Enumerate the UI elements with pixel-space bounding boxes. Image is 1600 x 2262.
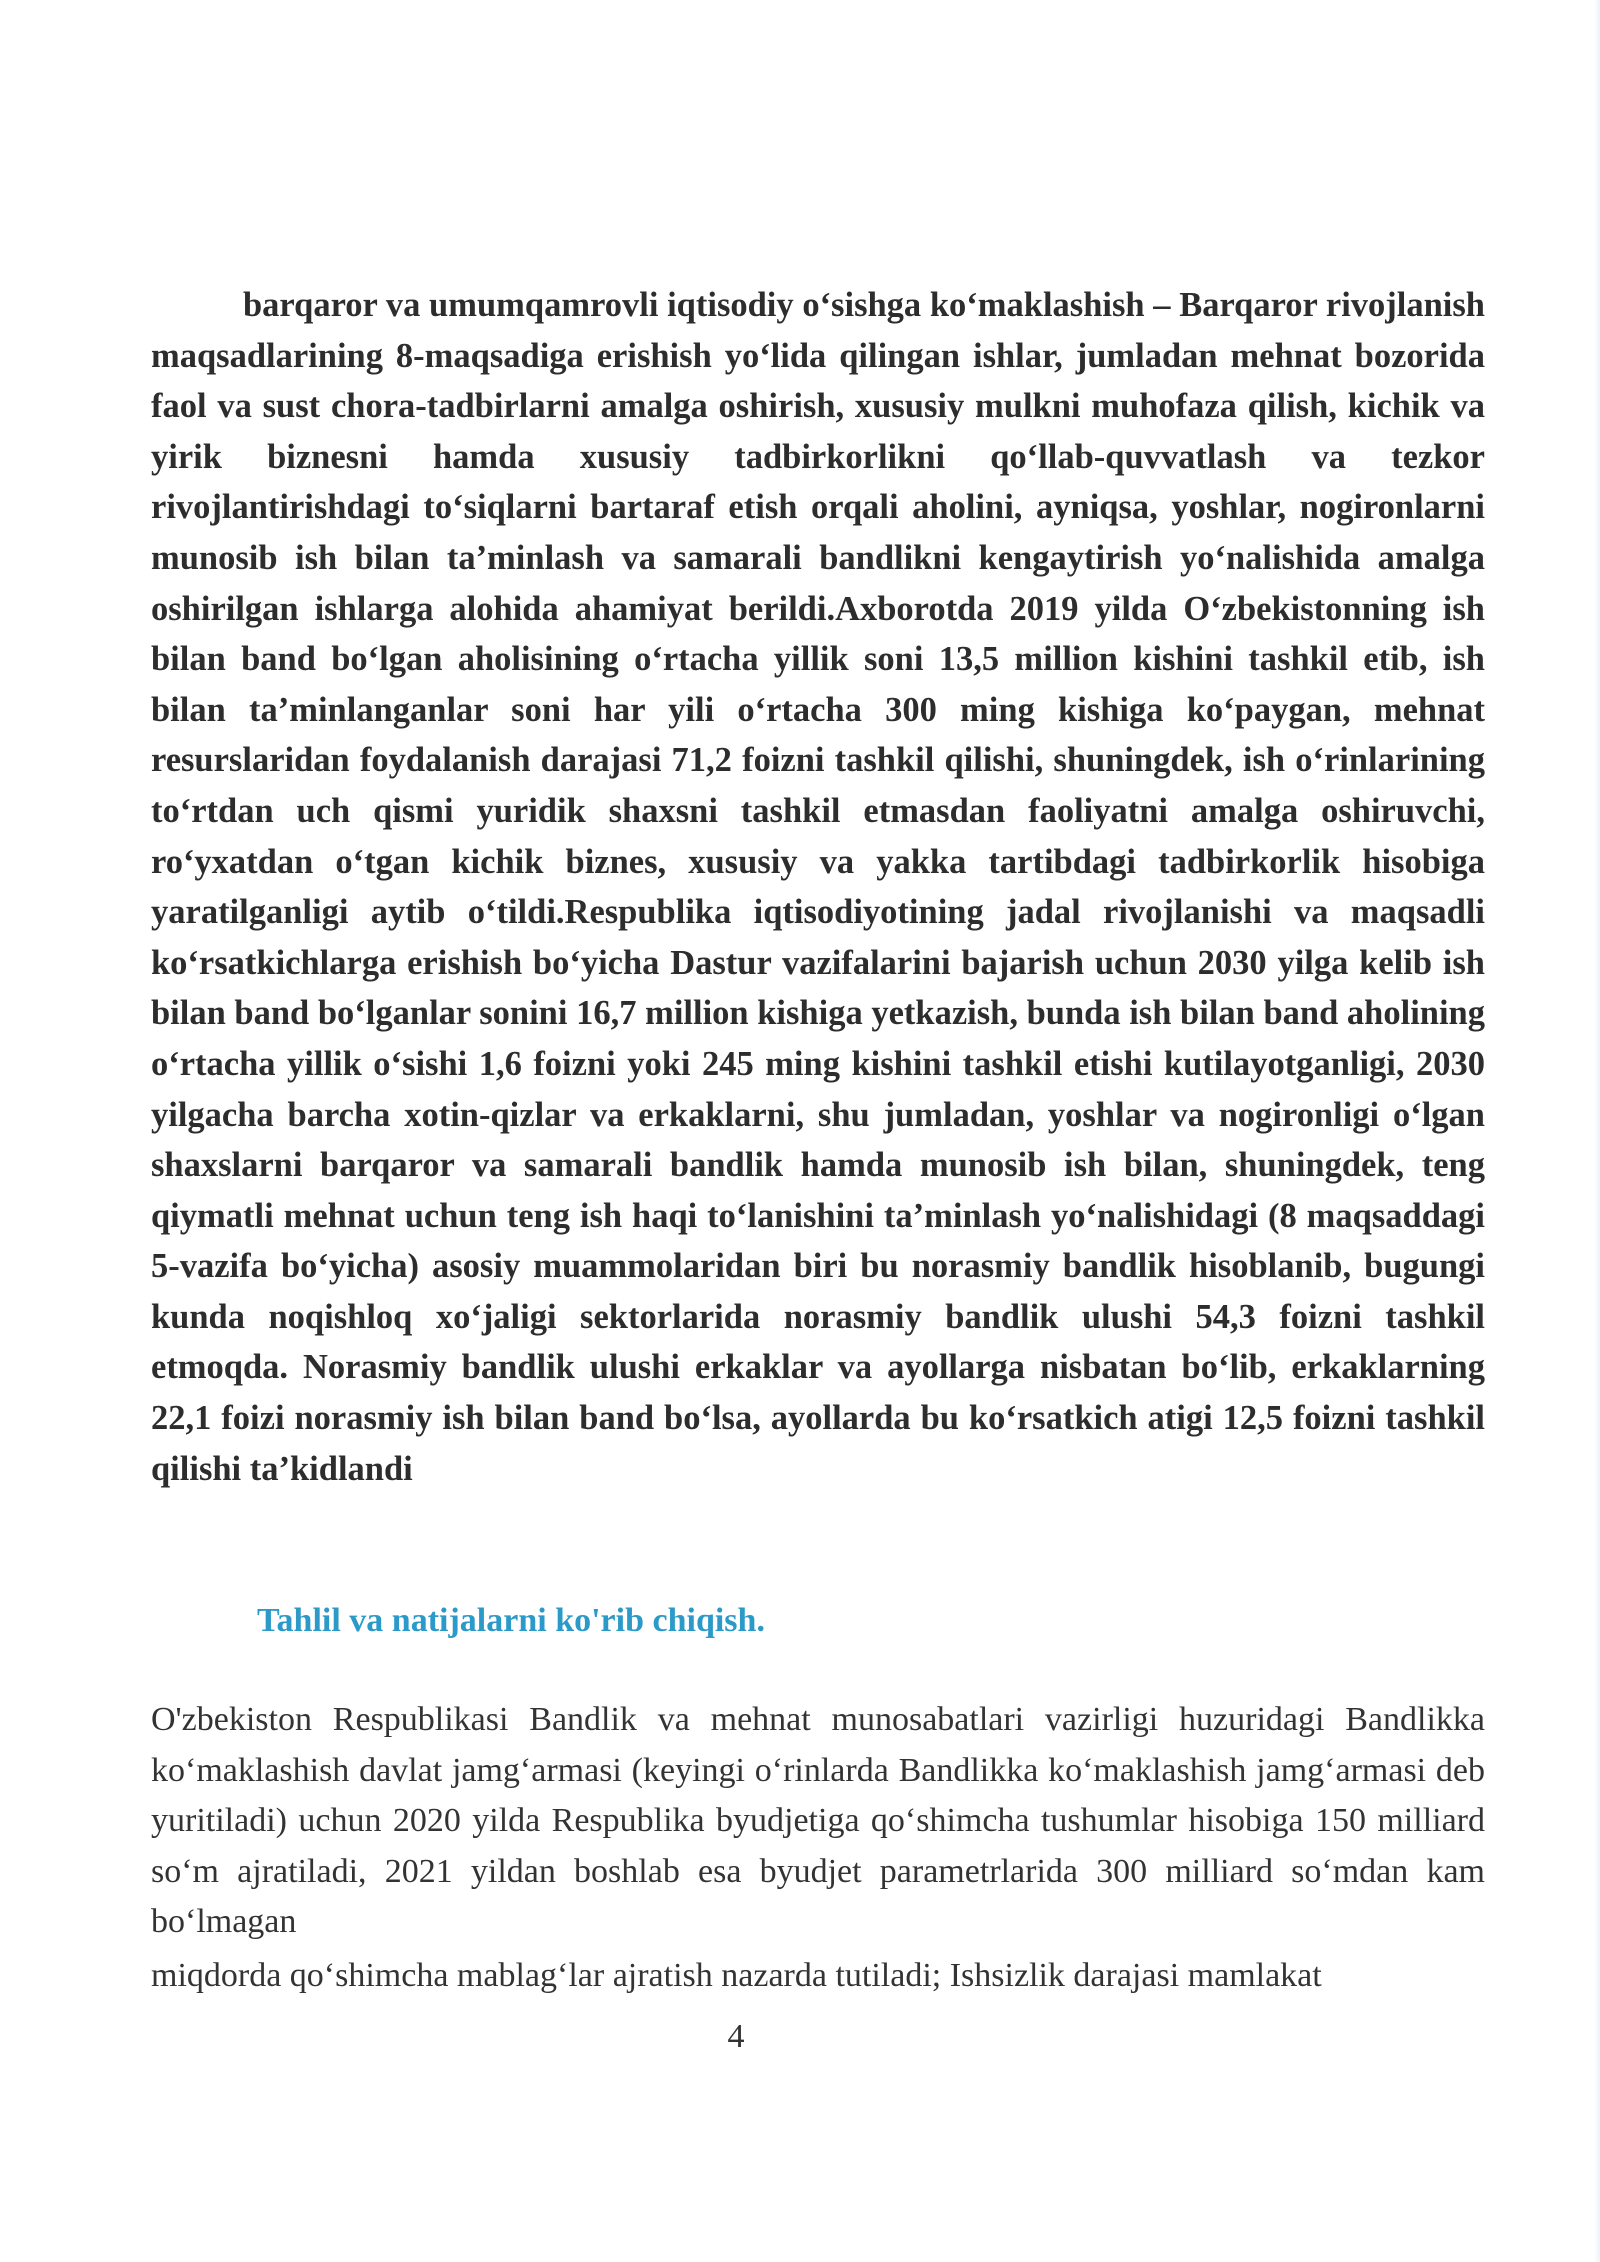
bold-body-paragraph: barqaror va umumqamrovli iqtisodiy o‘sishga ko‘maklashish – Barqaror rivojlanish maqsadlarining 8-maqsadiga erishish yo‘lida qilingan ishlar, jumladan mehnat bozorida faol va sust chora-tadbirlarni amalga oshirish, xususiy mulkni muhofaza qilish, kichik va yirik biznesni hamda xususiy tadbirkorlikni qo‘llab-quvvatlash va tezkor rivojlantirishdagi to‘siqlarni bartaraf etish orqali aholini, ayniqsa, yoshlar, nogironlarni munosib ish bilan ta’minlash va samarali bandlikni kengaytirish yo‘nalishida amalga oshirilgan ishlarga alohida ahamiyat berildi.Axborotda 2019 yilda O‘zbekistonning ish bilan band bo‘lgan aholisining o‘rtacha yillik soni 13,5 million kishini tashkil etib, ish bilan ta’minlanganlar soni har yili o‘rtacha 300 ming kishiga ko‘paygan, mehnat resurslaridan foydalanish darajasi 71,2 foizni tashkil qilishi, shuningdek, ish o‘rinlarining to‘rtdan uch qismi yuridik shaxsni tashkil etmasdan faoliyatni amalga oshiruvchi, ro‘yxatdan o‘tgan kichik biznes, xususiy va yakka tartibdagi tadbirkorlik hisobiga yaratilganligi aytib o‘tildi.Respublika iqtisodiyotining jadal rivojlanishi va maqsadli ko‘rsatkichlarga erishish bo‘yicha Dastur vazifalarini bajarish uchun 2030 yilga kelib ish bilan band bo‘lganlar sonini 16,7 million kishiga yetkazish, bunda ish bilan band aholining o‘rtacha yillik o‘sishi 1,6 foizni yoki 245 ming kishini tashkil etishi kutilayotganligi, 2030 yilgacha barcha xotin-qizlar va erkaklarni, shu jumladan, yoshlar va nogironligi o‘lgan shaxslarni barqaror va samarali bandlik hamda munosib ish bilan, shuningdek, teng qiymatli mehnat uchun teng ish haqi to‘lanishini ta’minlash yo‘nalishidagi (8 maqsaddagi 5-vazifa bo‘yicha) asosiy muammolaridan biri bu norasmiy bandlik hisoblanib, bugungi kunda noqishloq xo‘jaligi sektorlarida norasmiy bandlik ulushi 54,3 foizni tashkil etmoqda. Norasmiy bandlik ulushi erkaklar va ayollarga nisbatan bo‘lib, erkaklarning 22,1 foizi norasmiy ish bilan band bo‘lsa, ayollarda bu ko‘rsatkich atigi 12,5 foizni tashkil qilishi ta’kidlandi <box>151 286 1485 1488</box>
page-number: 4 <box>727 2018 745 2055</box>
page-edge-shadow <box>1594 0 1600 2262</box>
body-paragraph: O'zbekiston Respublikasi Bandlik va mehnat munosabatlari vazirligi huzuridagi Bandlikka ko‘maklashish davlat jamg‘armasi (keyingi o‘rinlarda Bandlikka ko‘maklashish jamg‘armasi deb yuritiladi) uchun 2020 yilda Respublika byudjetiga qo‘shimcha tushumlar hisobiga 150 milliard so‘m ajratiladi, 2021 yildan boshlab esa byudjet parametrlarida 300 milliard so‘mdan kam bo‘lmagan <box>151 1701 1485 1941</box>
section-heading: Tahlil va natijalarni ko'rib chiqish. <box>257 1602 765 1639</box>
body-paragraph-continued: miqdorda qo‘shimcha mablag‘lar ajratish nazarda tutiladi; Ishsizlik darajasi mamlakat <box>151 1957 1322 1994</box>
